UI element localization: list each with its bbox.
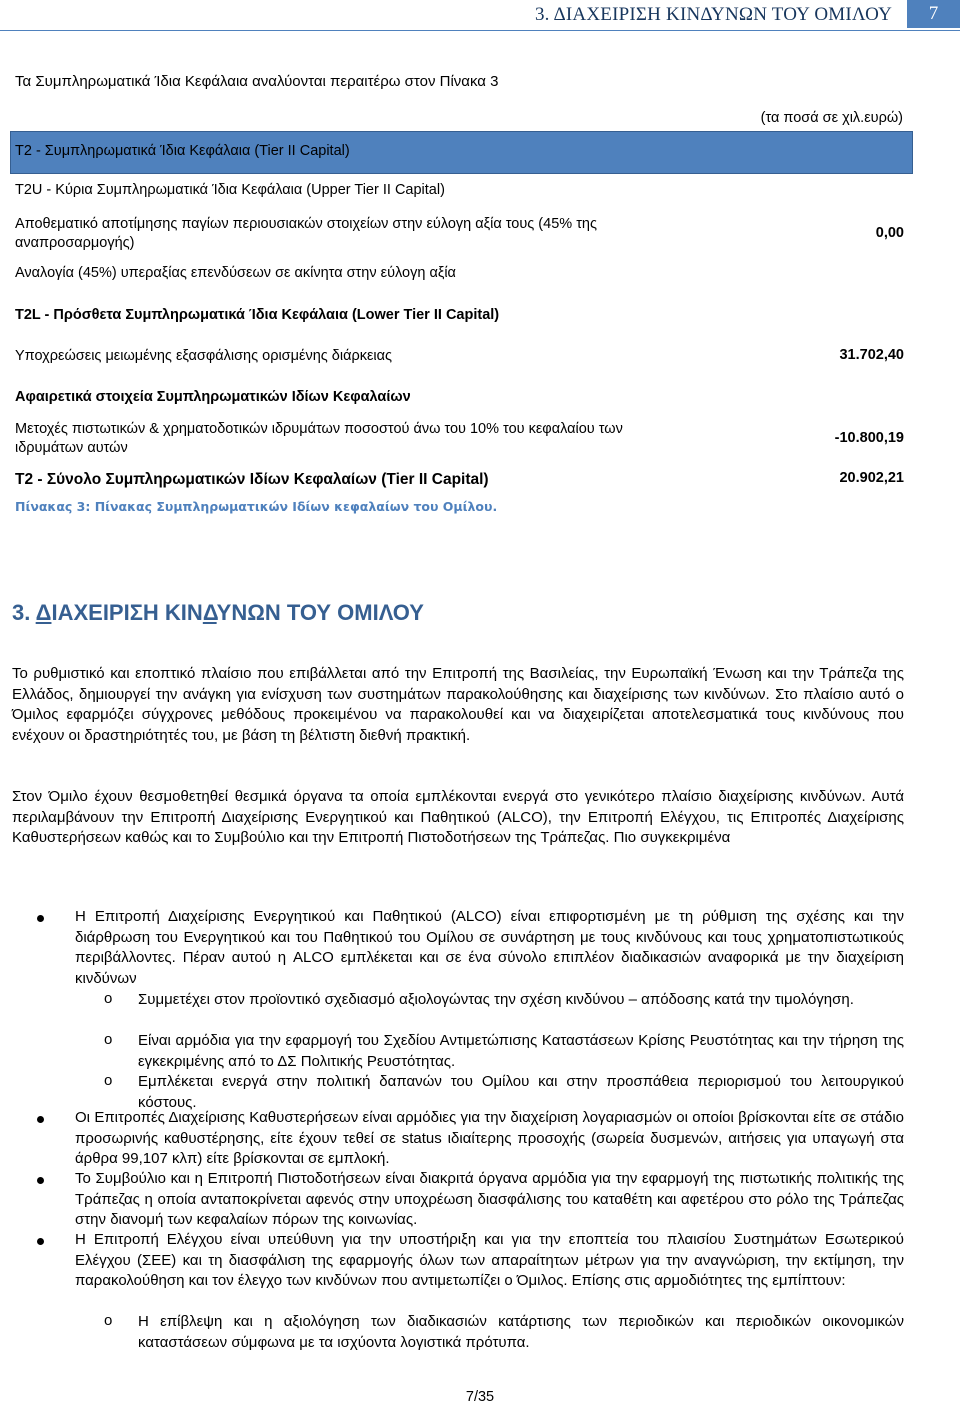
section-number: 3. <box>12 600 31 625</box>
sub-bullet-marker: o <box>104 1031 113 1048</box>
t2l-heading: T2L - Πρόσθετα Συμπληρωματικά Ίδια Κεφάλαια (Lower Tier II Capital) <box>15 307 500 323</box>
table-total-label: T2 - Σύνολο Συμπληρωματικών Ιδίων Κεφαλαίων (Tier II Capital) <box>15 471 489 488</box>
alco-subitem: Είναι αρμόδια για την εφαρμογή του Σχεδίου Αντιμετώπισης Καταστάσεων Κρίσης Ρευστότητας και την τήρηση της εγκεκριμένης από το ΔΣ Πολιτικής Ρευστότητας. <box>138 1032 904 1070</box>
sub-bullet-marker: o <box>104 1072 113 1089</box>
bullet-marker <box>37 1116 44 1123</box>
running-header-page-number: 7 <box>907 0 960 28</box>
table-row-subordinated-value: 31.702,40 <box>839 347 904 363</box>
table-row-reserve-line2: αναπροσαρμογής) <box>15 235 135 251</box>
table-row-subordinated: Υποχρεώσεις μειωμένης εξασφάλισης ορισμένης διάρκειας <box>15 348 392 364</box>
table-total-value: 20.902,21 <box>839 470 904 486</box>
deductions-heading: Αφαιρετικά στοιχεία Συμπληρωματικών Ιδίων Κεφαλαίων <box>15 389 411 405</box>
alco-subitem: Εμπλέκεται ενεργά στην πολιτική δαπανών του Ομίλου και στην προσπάθεια περιορισμού του λειτουργικού κόστους. <box>138 1073 904 1111</box>
running-header-title: 3. ΔΙΑΧΕΙΡΙΣΗ ΚΙΝΔΥΝΩΝ ΤΟΥ ΟΜΙΛΟΥ <box>534 4 892 25</box>
table-row-reserve <box>15 215 597 253</box>
audit-subitem: Η επίβλεψη και η αξιολόγηση των διαδικασιών κατάρτισης των περιοδικών και περιοδικών οικονομικών καταστάσεων σύμφωνα με τα ισχύοντα λογιστικά πρότυπα. <box>138 1313 904 1351</box>
paragraph-regulatory-framework: Το ρυθμιστικό και εποπτικό πλαίσιο που επιβάλλεται από την Επιτροπή της Βασιλείας, την Ευρωπαϊκή Ένωση και την Τράπεζα της Ελλάδος, δημιουργεί την ανάγκη για ενίσχυση των συστημάτων παρακολούθησης και διαχείρισης των κινδύνων. Στο πλαίσιο αυτό ο Όμιλος εφαρμόζει σύγχρονες μεθόδους προκειμένου να παρακολουθεί και να διαχειρίζεται αποτελεσματικά τους κινδύνους που ενέχουν οι δραστηριότητές του, με βάση τη βέλτιστη διεθνή πρακτική. <box>12 665 904 744</box>
sub-bullet-marker: o <box>104 1312 113 1329</box>
table-row-holdings-line2: ιδρυμάτων αυτών <box>15 440 128 456</box>
table-row-holdings-line1: Μετοχές πιστωτικών & χρηματοδοτικών ιδρυμάτων ποσοστού άνω του 10% του κεφαλαίου των <box>15 421 623 437</box>
section-heading-mid: ΙΑΧΕΙΡΙΣΗ ΚΙΝ <box>51 600 203 625</box>
table-units-note: (τα ποσά σε χιλ.ευρώ) <box>760 110 903 126</box>
paragraph-institutional-bodies: Στον Όμιλο έχουν θεσμοθετηθεί θεσμικά όργανα τα οποία εμπλέκονται ενεργά στο γενικότερο πλαίσιο διαχείρισης κινδύνων. Αυτά περιλαμβάνουν την Επιτροπή Διαχείρισης Ενεργητικού και Παθητικού (ALCO), την Επιτροπή Ελέγχου, τις Επιτροπές Διαχείρισης Καθυστερήσεων καθώς και το Συμβούλιο και την Επιτροπή Πιστοδοτήσεων της Τράπεζας. Πιο συγκεκριμένα <box>12 788 904 846</box>
bullet-audit-committee: Η Επιτροπή Ελέγχου είναι υπεύθυνη για την υποστήριξη και για την εποπτεία του πλαισίου Συστημάτων Εσωτερικού Ελέγχου (ΣΕΕ) και τη διασφάλιση της εφαρμογής όλων των απαραίτητων μέτρων για την αναγνώριση, την εκτίμηση, την παρακολούθηση και τον έλεγχο των κινδύνων που αντιμετωπίζει ο Όμιλος. Επίσης στις αρμοδιότητες της εμπίπτουν: <box>75 1231 904 1289</box>
bullet-alco: Η Επιτροπή Διαχείρισης Ενεργητικού και Παθητικού (ALCO) είναι επιφορτισμένη με τη ρύθμιση της σχέσης και την διάρθρωση του Ενεργητικού και του Παθητικού του Ομίλου σε συνάρτηση με τους κινδύνους και τους χρηματοπιστωτικούς περιβάλλοντες. Πέραν αυτού η ALCO εμπλέκεται και σε ένα σύνολο επιπλέον διαδικασιών αναφορικά με την διαχείριση κινδύνων <box>75 908 904 987</box>
table-caption: Πίνακας 3: Πίνακας Συμπληρωματικών Ιδίων κεφαλαίων του Ομίλου. <box>15 499 498 514</box>
section-heading-end: ΥΝΩΝ ΤΟΥ ΟΜΙΛΟΥ <box>216 600 424 625</box>
table-row-property: Αναλογία (45%) υπεραξίας επενδύσεων σε ακίνητα στην εύλογη αξία <box>15 265 456 281</box>
page-footer-number: 7/35 <box>465 1389 495 1405</box>
bullet-marker <box>37 1238 44 1245</box>
header-divider <box>0 30 960 31</box>
table-row-reserve-value: 0,00 <box>875 225 904 241</box>
t2u-heading: T2U - Κύρια Συμπληρωματικά Ίδια Κεφάλαια (Upper Tier II Capital) <box>15 182 445 198</box>
intro-text: Τα Συμπληρωματικά Ίδια Κεφάλαια αναλύονται περαιτέρω στον Πίνακα 3 <box>15 73 499 90</box>
section-heading <box>12 600 424 626</box>
bullet-marker <box>37 1177 44 1184</box>
sub-bullet-marker: o <box>104 990 113 1007</box>
table-row-holdings-value: -10.800,19 <box>834 430 904 446</box>
section-heading-d2: Δ <box>202 600 217 625</box>
table-header-label: T2 - Συμπληρωματικά Ίδια Κεφάλαια (Tier II Capital) <box>15 143 350 159</box>
section-heading-d: Δ <box>35 600 52 625</box>
bullet-arrears-committees: Οι Επιτροπές Διαχείρισης Καθυστερήσεων είναι αρμόδιες για την διαχείριση λογαριασμών οι οποίοι βρίσκονται είτε σε στάδιο προσωρινής καθυστέρησης, είτε έχουν τεθεί σε status ιδιαίτερης προσοχής (σωρεία δυσμενών, αιτήσεις για υπαγωγή στα άρθρα 99,107 κλπ) είτε βρίσκονται σε εμπλοκή. <box>75 1109 904 1167</box>
table-row-holdings <box>15 420 623 458</box>
bullet-credit-committee: Το Συμβούλιο και η Επιτροπή Πιστοδοτήσεων είναι διακριτά όργανα αρμόδια για την εφαρμογή της πιστωτικής πολιτικής της Τράπεζας η οποία ανταποκρίνεται αφενός στην υποχρέωση διασφάλισης του καταθέτη και αφετέρου στο ρόλο της Τράπεζας στην διανομή των κεφαλαίων πόρων της κοινωνίας. <box>75 1170 904 1228</box>
bullet-marker <box>37 915 44 922</box>
alco-subitem: Συμμετέχει στον προϊοντικό σχεδιασμό αξιολογώντας την σχέση κινδύνου – απόδοσης κατά την τιμολόγηση. <box>138 991 854 1008</box>
table-row-reserve-line1: Αποθεματικό αποτίμησης παγίων περιουσιακών στοιχείων στην εύλογη αξία τους (45% της <box>15 216 597 232</box>
